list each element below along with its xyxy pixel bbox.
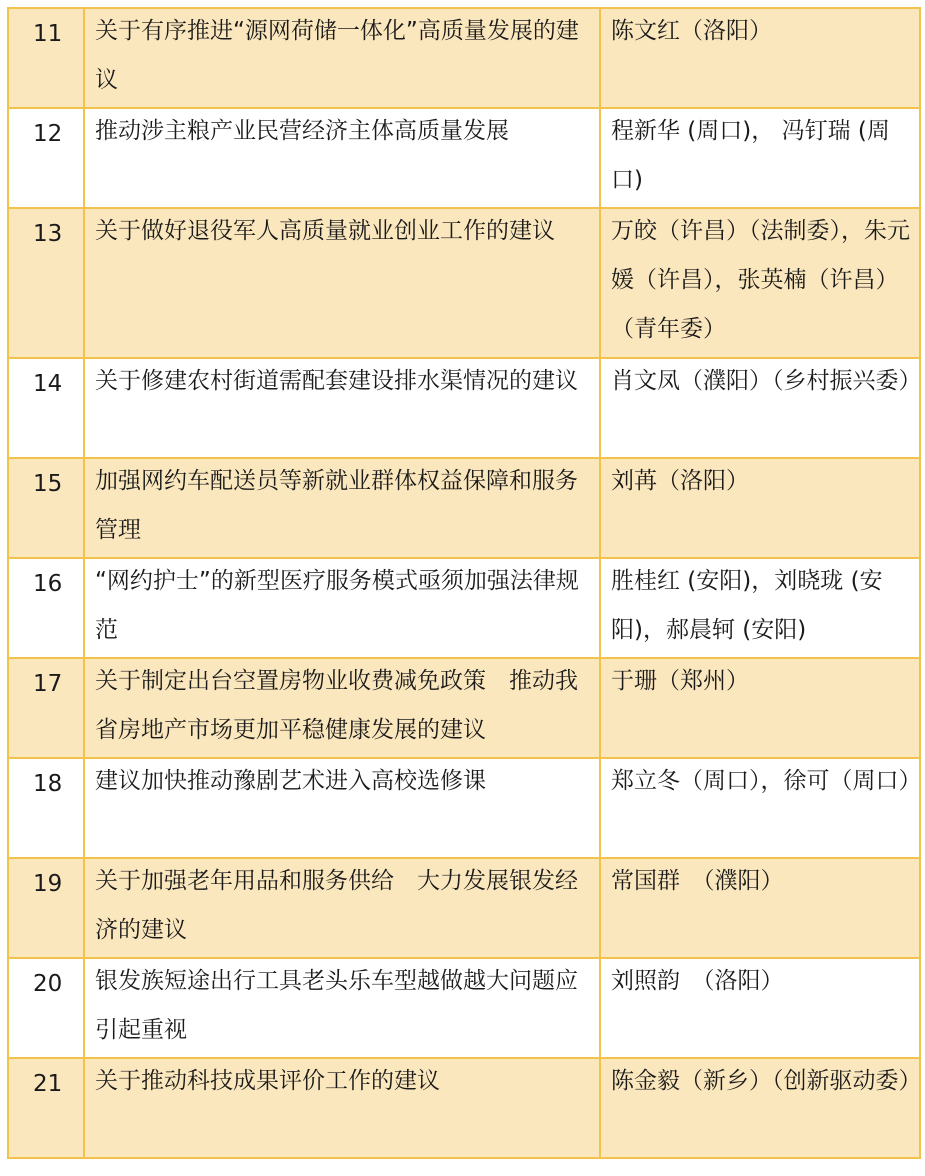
proposal-title: 建议加快推动豫剧艺术进入高校选修课 [85, 759, 601, 857]
proposers: 郑立冬（周口），徐可（周口） [611, 768, 922, 794]
proposal-title: 关于加强老年用品和服务供给 大力发展银发经济的建议 [85, 859, 601, 957]
proposers: 胜桂红 (安阳)，刘晓珑 (安阳)，郝晨轲 (安阳) [611, 568, 883, 643]
proposers: 陈金毅（新乡）（创新驱动委） [611, 1068, 922, 1094]
proposal-title: 推动涉主粮产业民营经济主体高质量发展 [85, 109, 601, 207]
proposal-title: 关于修建农村街道需配套建设排水渠情况的建议 [85, 359, 601, 457]
row-number: 21 [9, 1059, 85, 1157]
proposal-title: 关于有序推进“源网荷储一体化”高质量发展的建议 [85, 9, 601, 107]
proposers: 常国群 （濮阳） [611, 868, 784, 894]
row-number: 18 [9, 759, 85, 857]
row-number: 17 [9, 659, 85, 757]
proposers: 陈文红（洛阳） [611, 18, 772, 44]
row-number: 11 [9, 9, 85, 107]
table-row [9, 959, 919, 1059]
table-row [9, 1059, 922, 1157]
proposal-title: 关于推动科技成果评价工作的建议 [85, 1059, 601, 1157]
table-row [9, 109, 919, 209]
table-row [9, 559, 919, 659]
proposers: 刘苒（洛阳） [611, 468, 749, 494]
proposers: 万皎（许昌）（法制委），朱元媛（许昌），张英楠（许昌）（青年委） [611, 218, 910, 342]
table-row [9, 759, 922, 859]
table-row [9, 459, 919, 559]
proposers: 刘照韵 （洛阳） [611, 968, 784, 994]
proposers: 于珊（郑州） [611, 668, 749, 694]
proposal-title: 银发族短途出行工具老头乐车型越做越大问题应引起重视 [85, 959, 601, 1057]
row-number: 14 [9, 359, 85, 457]
table-row [9, 359, 922, 459]
row-number: 16 [9, 559, 85, 657]
table-row [9, 659, 919, 759]
row-number: 12 [9, 109, 85, 207]
row-number: 15 [9, 459, 85, 557]
proposal-title: 加强网约车配送员等新就业群体权益保障和服务管理 [85, 459, 601, 557]
row-number: 19 [9, 859, 85, 957]
proposal-title: 关于做好退役军人高质量就业创业工作的建议 [85, 209, 601, 357]
row-number: 20 [9, 959, 85, 1057]
proposers: 肖文凤（濮阳）（乡村振兴委） [611, 368, 922, 394]
table-row [9, 859, 919, 959]
proposal-table [7, 7, 921, 1159]
proposers: 程新华 (周口)， 冯钉瑞 (周口) [611, 118, 890, 193]
row-number: 13 [9, 209, 85, 357]
table-row [9, 9, 919, 109]
proposal-title: “网约护士”的新型医疗服务模式亟须加强法律规范 [85, 559, 601, 657]
table-row [9, 209, 919, 359]
proposal-title: 关于制定出台空置房物业收费减免政策 推动我省房地产市场更加平稳健康发展的建议 [85, 659, 601, 757]
